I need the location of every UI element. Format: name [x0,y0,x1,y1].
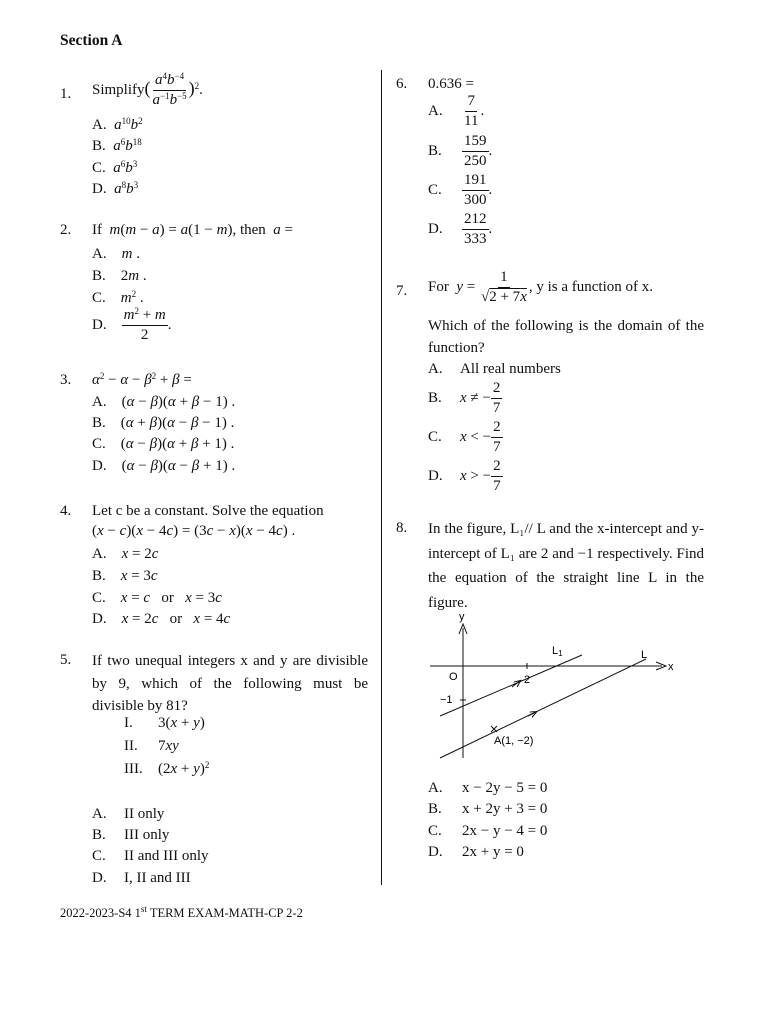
q1-stem: Simplify( $\frac{a^4b^{-4}}{a^{-1}b^{-5}}$ )$^2$. [92,71,203,108]
q6-number: 6. [396,76,408,92]
q3-option-d[interactable]: D. (α − β)(α − β + 1) . [92,458,236,474]
q6-stem: 0.636 = [428,76,474,92]
q3-option-a[interactable]: A. (α − β)(α + β − 1) . [92,394,236,410]
q3-stem: $\alpha^2 - \alpha - \beta^2 + \beta$ = [92,371,192,388]
fig-origin-label: O [449,671,458,683]
q1-option-d[interactable]: D. $a^8b^3$ [92,180,139,197]
page-footer: 2022-2023-S4 1st TERM EXAM-MATH-CP 2-2 [60,904,303,920]
q7-option-d[interactable]: D. x > − $\frac{2}{7}$ [428,458,501,494]
q8-option-b[interactable]: B. x + 2y + 3 = 0 [428,801,548,817]
q8-stem: In the figure, L₁// L and the x-intercept and y-intercept of L₁ are 2 and −1 respectively. Find the equation of the straight line L in the figure. [428,521,704,611]
point-a-marker-icon [491,726,497,732]
q5-option-d[interactable]: D. I, II and III [92,870,191,886]
section-title: Section A [60,32,123,49]
q6-option-a[interactable]: A. $\frac{7}{11}$ . [428,93,485,129]
fig-x-label: x [668,661,674,673]
q4-stem-line1: Let c be a constant. Solve the equation [92,503,324,519]
q7-stem: For y = $\frac{1}{√2 + 7x}$ , y is a function of x. [428,269,654,305]
q2-option-b[interactable]: B. 2m . [92,268,147,284]
q4-option-a[interactable]: A. x = 2c [92,546,159,562]
q1-option-c[interactable]: C. $a^6b^3$ [92,159,138,176]
q7-question: Which of the following is the domain of the function? [428,318,704,356]
q8-number: 8. [396,520,408,536]
line-l1 [440,655,582,716]
l-direction-arrow-icon [528,712,536,716]
q1-stem-text: Simplify [92,81,145,98]
q6-option-c[interactable]: C. $\frac{191}{300}$ . [428,172,493,208]
q2-option-a[interactable]: A. m . [92,246,140,262]
q5-statement-3: III. $(2x + y)^2$ [124,760,210,777]
q2-option-c[interactable]: C. $m^2$ . [92,289,144,306]
q5-statement-1: I. 3(x + y) [124,715,205,731]
fig-point-a-label: A(1, −2) [494,735,534,747]
q5-option-c[interactable]: C. II and III only [92,848,209,864]
q5-statement-2: II. 7xy [124,738,179,754]
q3-option-c[interactable]: C. (α − β)(α + β + 1) . [92,436,235,452]
q5-option-a[interactable]: A. II only [92,806,165,822]
fig-y-label: y [459,611,465,623]
q2-stem: If m(m − a) = a(1 − m), then a = [92,222,293,238]
q2-number: 2. [60,222,72,238]
q4-option-c[interactable]: C. x = c or x = 3c [92,590,222,606]
q2-option-d[interactable]: D. $\frac{m^2 + m}{2}$ . [92,306,172,343]
q5-stem: If two unequal integers x and y are divisible by 9, which of the following must be divisible by 81? [92,653,368,714]
q8-option-a[interactable]: A. x − 2y − 5 = 0 [428,780,548,796]
q1-option-a[interactable]: A. $a^{10}b^2$ [92,116,143,133]
q1-fraction: $\frac{a^4b^{-4}}{a^{-1}b^{-5}}$ [152,71,187,108]
l1-direction-arrow-icon [512,681,520,687]
q5-number: 5. [60,652,72,668]
fig-x-intercept-label: 2 [524,674,531,686]
q6-option-d[interactable]: D. $\frac{212}{333}$ . [428,211,493,247]
fig-l-label: L [641,649,648,661]
line-l [440,659,646,758]
q6-option-b[interactable]: B. $\frac{159}{250}$ . [428,133,493,169]
q5-option-b[interactable]: B. III only [92,827,170,843]
q4-option-b[interactable]: B. x = 3c [92,568,158,584]
fig-y-intercept-label: −1 [440,694,453,706]
q3-option-b[interactable]: B. (α + β)(α − β − 1) . [92,415,235,431]
q4-option-d[interactable]: D. x = 2c or x = 4c [92,611,231,627]
q8-figure [428,608,698,768]
q1-number: 1. [60,86,72,102]
q7-number: 7. [396,283,408,299]
fig-l1-label: L1 [552,645,563,658]
q4-stem-line2: (x − c)(x − 4c) = (3c − x)(x − 4c) . [92,523,296,539]
q1-option-b[interactable]: B. $a^6b^{18}$ [92,137,142,154]
q8-option-d[interactable]: D. 2x + y = 0 [428,844,524,860]
q3-number: 3. [60,372,72,388]
q4-number: 4. [60,503,72,519]
q7-option-c[interactable]: C. x < − $\frac{2}{7}$ [428,419,501,455]
q8-option-c[interactable]: C. 2x − y − 4 = 0 [428,823,548,839]
q7-option-a[interactable]: A. All real numbers [428,361,561,377]
q7-option-b[interactable]: B. x ≠ − $\frac{2}{7}$ [428,380,501,416]
column-divider [381,70,382,885]
